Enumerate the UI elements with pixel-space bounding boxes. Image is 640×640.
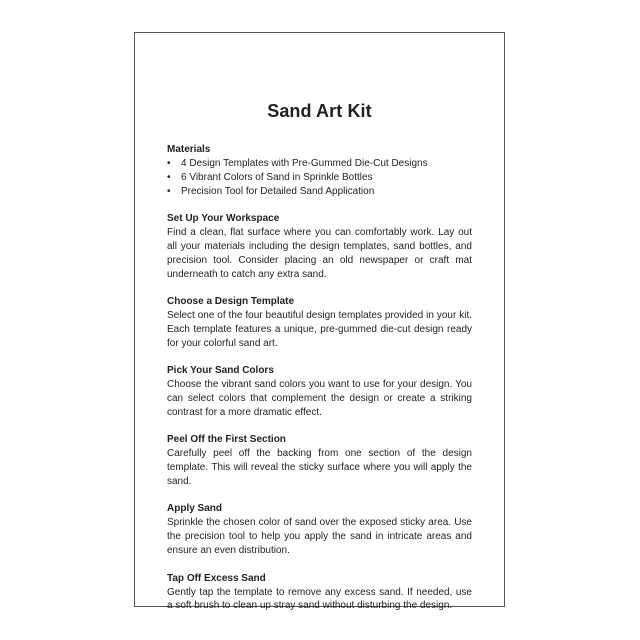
step-heading: Pick Your Sand Colors: [167, 365, 274, 377]
materials-list-item: [167, 171, 472, 185]
step-apply-sand: [167, 502, 472, 558]
step-heading: Tap Off Excess Sand: [167, 572, 266, 584]
step-body: Gently tap the template to remove any excess sand. If needed, use a soft brush to clean up stray sand without disturbing the design.: [167, 586, 472, 612]
materials-list-item: [167, 157, 472, 171]
step-heading: Set Up Your Workspace: [167, 213, 280, 225]
step-body: Find a clean, flat surface where you can comfortably work. Lay out all your materials including the design templates, sand bottles, and precision tool. Consider placing an old newspaper or craft mat underneath to catch any extra sand.: [167, 227, 472, 280]
bullet-icon: •: [167, 171, 171, 183]
page-title: Sand Art Kit: [267, 101, 372, 121]
step-set-up-workspace: [167, 212, 472, 282]
step-body: Carefully peel off the backing from one section of the design template. This will reveal the sticky surface where you will apply the sand.: [167, 448, 472, 488]
materials-section: [167, 143, 472, 199]
materials-item-text: 6 Vibrant Colors of Sand in Sprinkle Bottles: [181, 171, 373, 183]
step-body: Sprinkle the chosen color of sand over the exposed sticky area. Use the precision tool to help you apply the sand in intricate areas and ensure an even distribution.: [167, 517, 472, 557]
step-body: Select one of the four beautiful design templates provided in your kit. Each template features a unique, pre-gummed die-cut design ready for your colorful sand art.: [167, 310, 472, 349]
step-choose-template: [167, 295, 472, 351]
materials-item-text: Precision Tool for Detailed Sand Application: [181, 185, 375, 197]
step-tap-excess: [167, 572, 472, 614]
bullet-icon: •: [167, 158, 171, 169]
step-heading: Peel Off the First Section: [167, 434, 286, 446]
step-peel-section: [167, 433, 472, 489]
page-content: [167, 143, 472, 627]
step-heading: Choose a Design Template: [167, 296, 295, 308]
materials-item-text: 4 Design Templates with Pre-Gummed Die-Cut Designs: [181, 158, 428, 169]
step-body: Choose the vibrant sand colors you want to use for your design. You can select colors that complement the design or create a striking contrast for a more dramatic effect.: [167, 379, 472, 419]
instruction-page: [134, 32, 505, 612]
bullet-icon: •: [167, 185, 171, 197]
materials-heading: Materials: [167, 144, 211, 155]
step-pick-colors: [167, 364, 472, 420]
materials-list-item: [167, 185, 472, 199]
materials-list: [167, 157, 472, 199]
step-heading: Apply Sand: [167, 503, 223, 515]
